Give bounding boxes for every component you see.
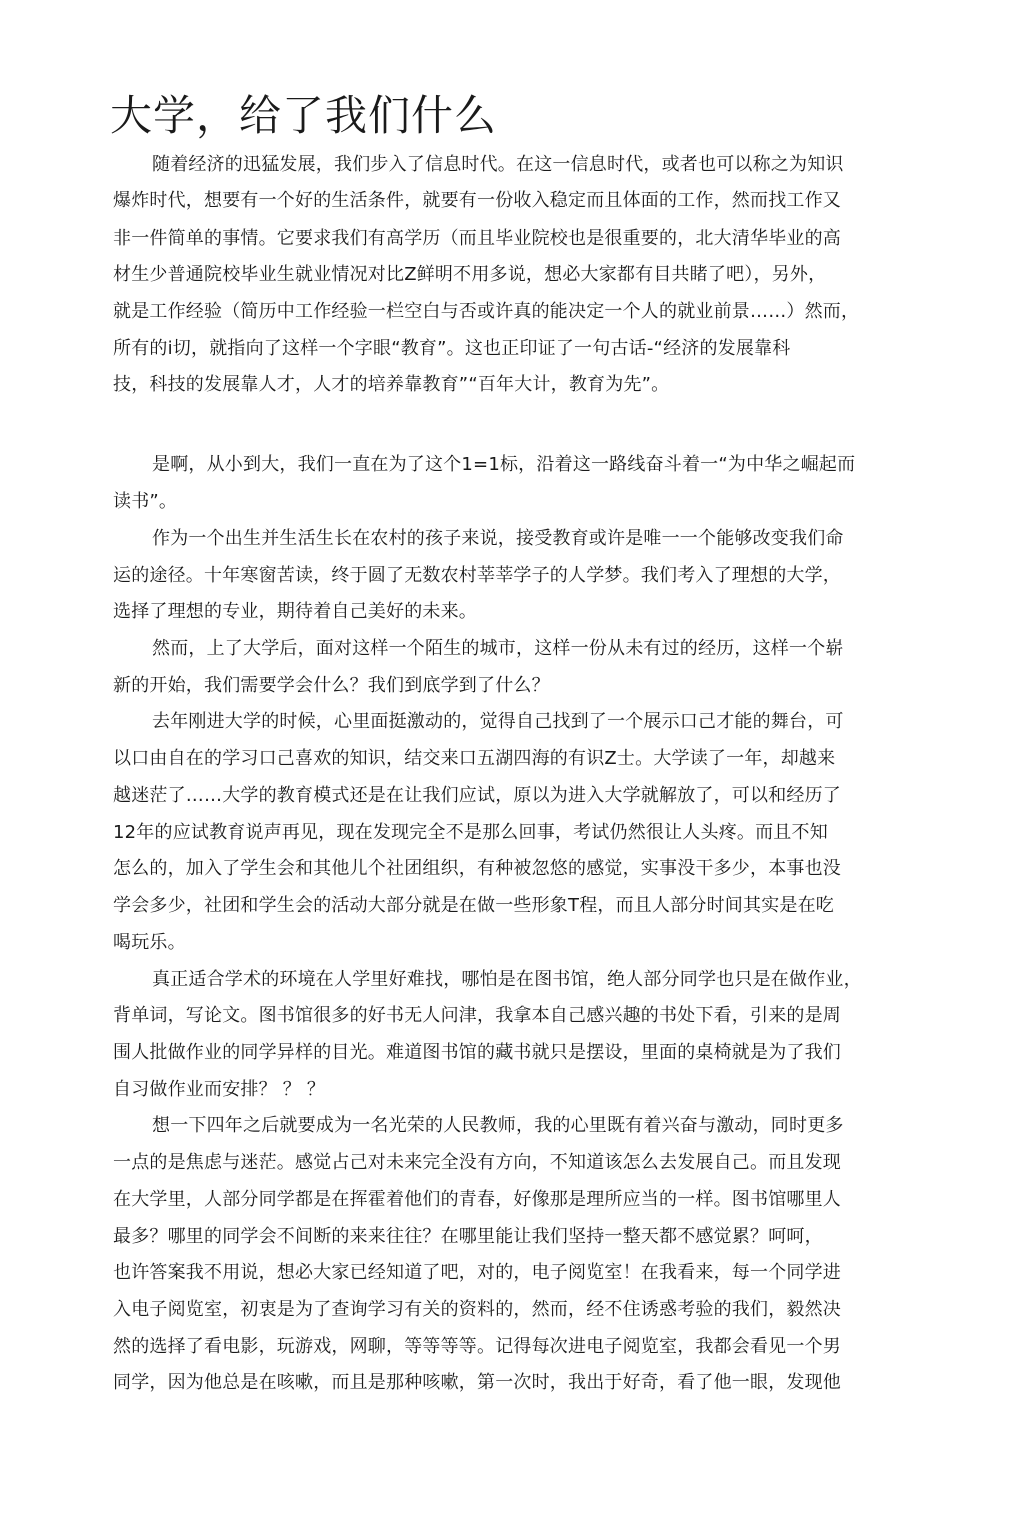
text-line: 学会多少，社团和学生会的活动大部分就是在做一些形象T程，而且人部分时间其实是在吃 [113,895,834,916]
text-line: 选择了理想的专业，期待着自己美好的未来。 [113,601,477,622]
page-title: 大学，给了我们什么 [110,91,498,140]
text-line: 爆炸时代，想要有一个好的生活条件，就要有一份收入稳定而且体面的工作，然而找工作又 [113,190,841,211]
text-line: 所有的i切，就指向了这样一个字眼“教育”。这也正印证了一句古话-“经济的发展靠科 [113,338,791,359]
text-line: 最多？哪里的同学会不间断的来来往往？在哪里能让我们坚持一整天都不感觉累？呵呵， [113,1226,823,1247]
text-line: 自习做作业而安排？ ？ ？ [113,1079,326,1100]
text-line: 也许答案我不用说，想必大家已经知道了吧，对的，电子阅览室！在我看来，每一个同学进 [113,1262,841,1283]
text-line: 作为一个出生并生活生长在农村的孩子来说，接受教育或许是唯一一个能够改变我们命 [152,528,844,549]
text-line: 真正适合学术的环境在人学里好难找，哪怕是在图书馆，绝人部分同学也只是在做作业， [152,969,862,990]
text-line: 然的选择了看电影，玩游戏，网聊，等等等等。记得每次进电子阅览室，我都会看见一个男 [113,1336,841,1357]
text-line: 以口由自在的学习口己喜欢的知识，结交来口五湖四海的有识Z士。大学读了一年，却越来 [113,748,836,769]
text-line: 一点的是焦虑与迷茫。感觉占己对未来完全没有方向，不知道该怎么去发展自己。而且发现 [113,1152,841,1173]
text-line: 怎么的，加入了学生会和其他儿个社团组织，有种被忽悠的感觉，实事没干多少，本事也没 [113,858,841,879]
text-line: 越迷茫了……大学的教育模式还是在让我们应试，原以为进入大学就解放了，可以和经历了 [113,785,841,806]
text-line: 非一件简单的事情。它要求我们有高学历（而且毕业院校也是很重要的，北大清华毕业的高 [113,228,841,249]
text-line: 入电子阅览室，初衷是为了查询学习有关的资料的，然而，经不住诱惑考验的我们，毅然决 [113,1299,841,1320]
text-line: 喝玩乐。 [113,932,186,953]
text-line: 想一下四年之后就要成为一名光荣的人民教师，我的心里既有着兴奋与激动，同时更多 [152,1115,844,1136]
text-line: 同学，因为他总是在咳嗽，而且是那种咳嗽，第一次时，我出于好奇，看了他一眼，发现他 [113,1372,841,1393]
text-line: 是啊，从小到大，我们一直在为了这个1=1标，沿着这一路线奋斗着一“为中华之崛起而 [152,454,856,475]
text-line: 在大学里，人部分同学都是在挥霍着他们的青春，好像那是理所应当的一样。图书馆哪里人 [113,1189,841,1210]
text-line: 12年的应试教育说声再见，现在发现完全不是那么回事，考试仍然很让人头疼。而且不知 [113,822,828,843]
text-line: 运的途径。十年寒窗苦读，终于圆了无数农村莘莘学子的人学梦。我们考入了理想的大学， [113,565,841,586]
text-line: 然而，上了大学后，面对这样一个陌生的城市，这样一份从未有过的经历，这样一个崭 [152,638,844,659]
text-line: 围人批做作业的同学异样的目光。难道图书馆的藏书就只是摆设，里面的桌椅就是为了我们 [113,1042,841,1063]
text-line: 就是工作经验（简历中工作经验一栏空白与否或许真的能决定一个人的就业前景……）然而， [113,301,860,322]
text-line: 读书”。 [113,491,178,512]
text-line: 背单词，写论文。图书馆很多的好书无人问津，我拿本自己感兴趣的书处下看，引来的是周 [113,1005,841,1026]
text-line: 新的开始，我们需要学会什么？我们到底学到了什么？ [113,675,550,696]
text-line: 材生少普通院校毕业生就业情况对比Z鲜明不用多说，想必大家都有目共睹了吧），另外， [113,264,827,285]
text-line: 去年刚进大学的时候，心里面挺激动的，觉得自己找到了一个展示口己才能的舞台，可 [152,711,844,732]
text-line: 技，科技的发展靠人才，人才的培养靠教育”“百年大计，教育为先”。 [113,374,670,395]
text-line: 随着经济的迅猛发展，我们步入了信息时代。在这一信息时代，或者也可以称之为知识 [152,154,844,175]
